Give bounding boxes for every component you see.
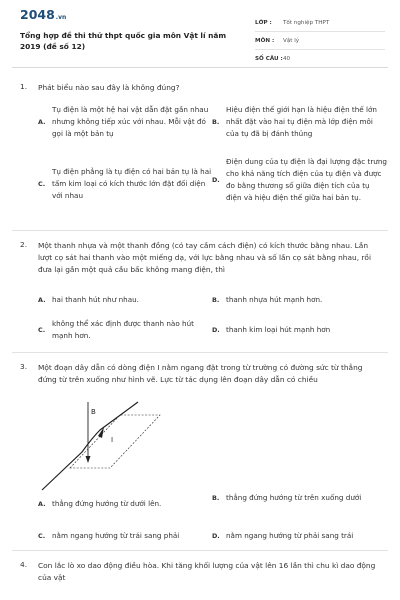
option-text: thanh nhựa hút mạnh hơn. (226, 295, 323, 304)
option-b[interactable] (212, 104, 387, 140)
meta-value: Tốt nghiệp THPT (283, 19, 330, 26)
option-text: thanh kim loại hút mạnh hơn (226, 325, 331, 334)
option-text: Điện dung của tụ điện là đại lượng đặc trưng cho khả năng tích điện của tụ điện và được đo bằng thương số giữa điện tích của tụ điện và hiệu điện thế giữa hai bản tụ. (226, 157, 387, 202)
exam-meta (255, 14, 385, 67)
field-plane (70, 415, 160, 468)
site-logo[interactable] (20, 7, 66, 22)
option-c[interactable] (38, 166, 213, 202)
option-a[interactable] (38, 294, 213, 306)
divider (12, 67, 388, 68)
option-c[interactable] (38, 318, 203, 342)
question-number: 3. (20, 362, 28, 371)
meta-key: LỚP : (255, 19, 272, 26)
current-wire (42, 402, 138, 490)
option-a[interactable] (38, 498, 213, 510)
option-letter: A. (38, 500, 46, 508)
option-b[interactable] (212, 294, 387, 306)
b-label: B (91, 408, 96, 416)
option-letter: C. (38, 180, 46, 188)
meta-value: Vật lý (283, 37, 300, 44)
logo-text: 2048 (20, 7, 55, 22)
option-letter: D. (212, 326, 220, 334)
option-text: thẳng đứng hướng từ trên xuống dưới (226, 493, 362, 502)
meta-value: 40 (283, 55, 291, 62)
option-letter: B. (212, 494, 220, 502)
option-letter: C. (38, 326, 46, 334)
option-text: thẳng đứng hướng từ dưới lên. (52, 499, 162, 508)
magnetic-field-figure (40, 400, 165, 495)
option-d[interactable] (212, 324, 387, 336)
i-label: I (111, 436, 114, 444)
question-text: Một thanh nhựa và một thanh đồng (có tay cầm cách điện) có kích thước bằng nhau. Lần lượt cọ sát hai thanh vào một miếng dạ, với lực bằng nhau và số lần cọ sát bằng nhau, rồi đưa lại gần một quả cầu bấc không mang điện, thì (38, 241, 372, 274)
option-text: Tụ điện là một hệ hai vật dẫn đặt gần nhau nhưng không tiếp xúc với nhau. Mỗi vật đó gọi là một bản tụ (52, 105, 209, 138)
logo-suffix: .vn (55, 14, 67, 21)
option-text: nằm ngang hướng từ phải sang trái (226, 531, 354, 540)
option-letter: B. (212, 118, 220, 126)
option-d[interactable] (212, 156, 387, 204)
option-c[interactable] (38, 530, 213, 542)
meta-row-count (255, 50, 385, 67)
b-arrow-head (86, 456, 91, 463)
divider (12, 352, 388, 353)
header (0, 0, 400, 66)
option-text: không thể xác định được thanh nào hút mạnh hơn. (52, 319, 194, 340)
option-letter: A. (38, 296, 46, 304)
option-text: Hiệu điện thế giới hạn là hiệu điện thế lớn nhất đặt vào hai tụ điện mà lớp điện môi của tụ đã bị đánh thủng (226, 105, 377, 138)
question-number: 1. (20, 82, 28, 91)
meta-row-class (255, 14, 385, 32)
meta-key: SỐ CÂU : (255, 55, 283, 62)
option-letter: C. (38, 532, 46, 540)
divider (12, 230, 388, 231)
meta-row-subject (255, 32, 385, 50)
option-text: nằm ngang hướng từ trái sang phải (52, 531, 180, 540)
question-text: Con lắc lò xo dao động điều hòa. Khi tăng khối lượng của vật lên 16 lần thì chu kì dao động của vật (38, 561, 376, 582)
option-a[interactable] (38, 104, 213, 140)
option-b[interactable] (212, 492, 377, 504)
divider (12, 550, 388, 551)
option-letter: D. (212, 176, 220, 184)
option-d[interactable] (212, 530, 392, 542)
option-text: hai thanh hút như nhau. (52, 295, 139, 304)
option-letter: A. (38, 118, 46, 126)
option-letter: B. (212, 296, 220, 304)
meta-key: MÔN : (255, 37, 275, 44)
question-number: 2. (20, 240, 28, 249)
question-text: Một đoạn dây dẫn có dòng điện I nằm ngang đặt trong từ trường có đường sức từ thẳng đứng từ trên xuống như hình vẽ. Lực từ tác dụng lên đoạn dây dẫn có chiều (38, 363, 363, 384)
question-text: Phát biểu nào sau đây là không đúng? (38, 83, 180, 92)
option-letter: D. (212, 532, 220, 540)
option-text: Tụ điện phẳng là tụ điện có hai bản tụ là hai tấm kim loại có kích thước lớn đặt đối diện với nhau (52, 167, 212, 200)
page-title: Tổng hợp đề thi thử thpt quốc gia môn Vật lí năm 2019 (đề số 12) (20, 31, 227, 51)
question-number: 4. (20, 560, 28, 569)
